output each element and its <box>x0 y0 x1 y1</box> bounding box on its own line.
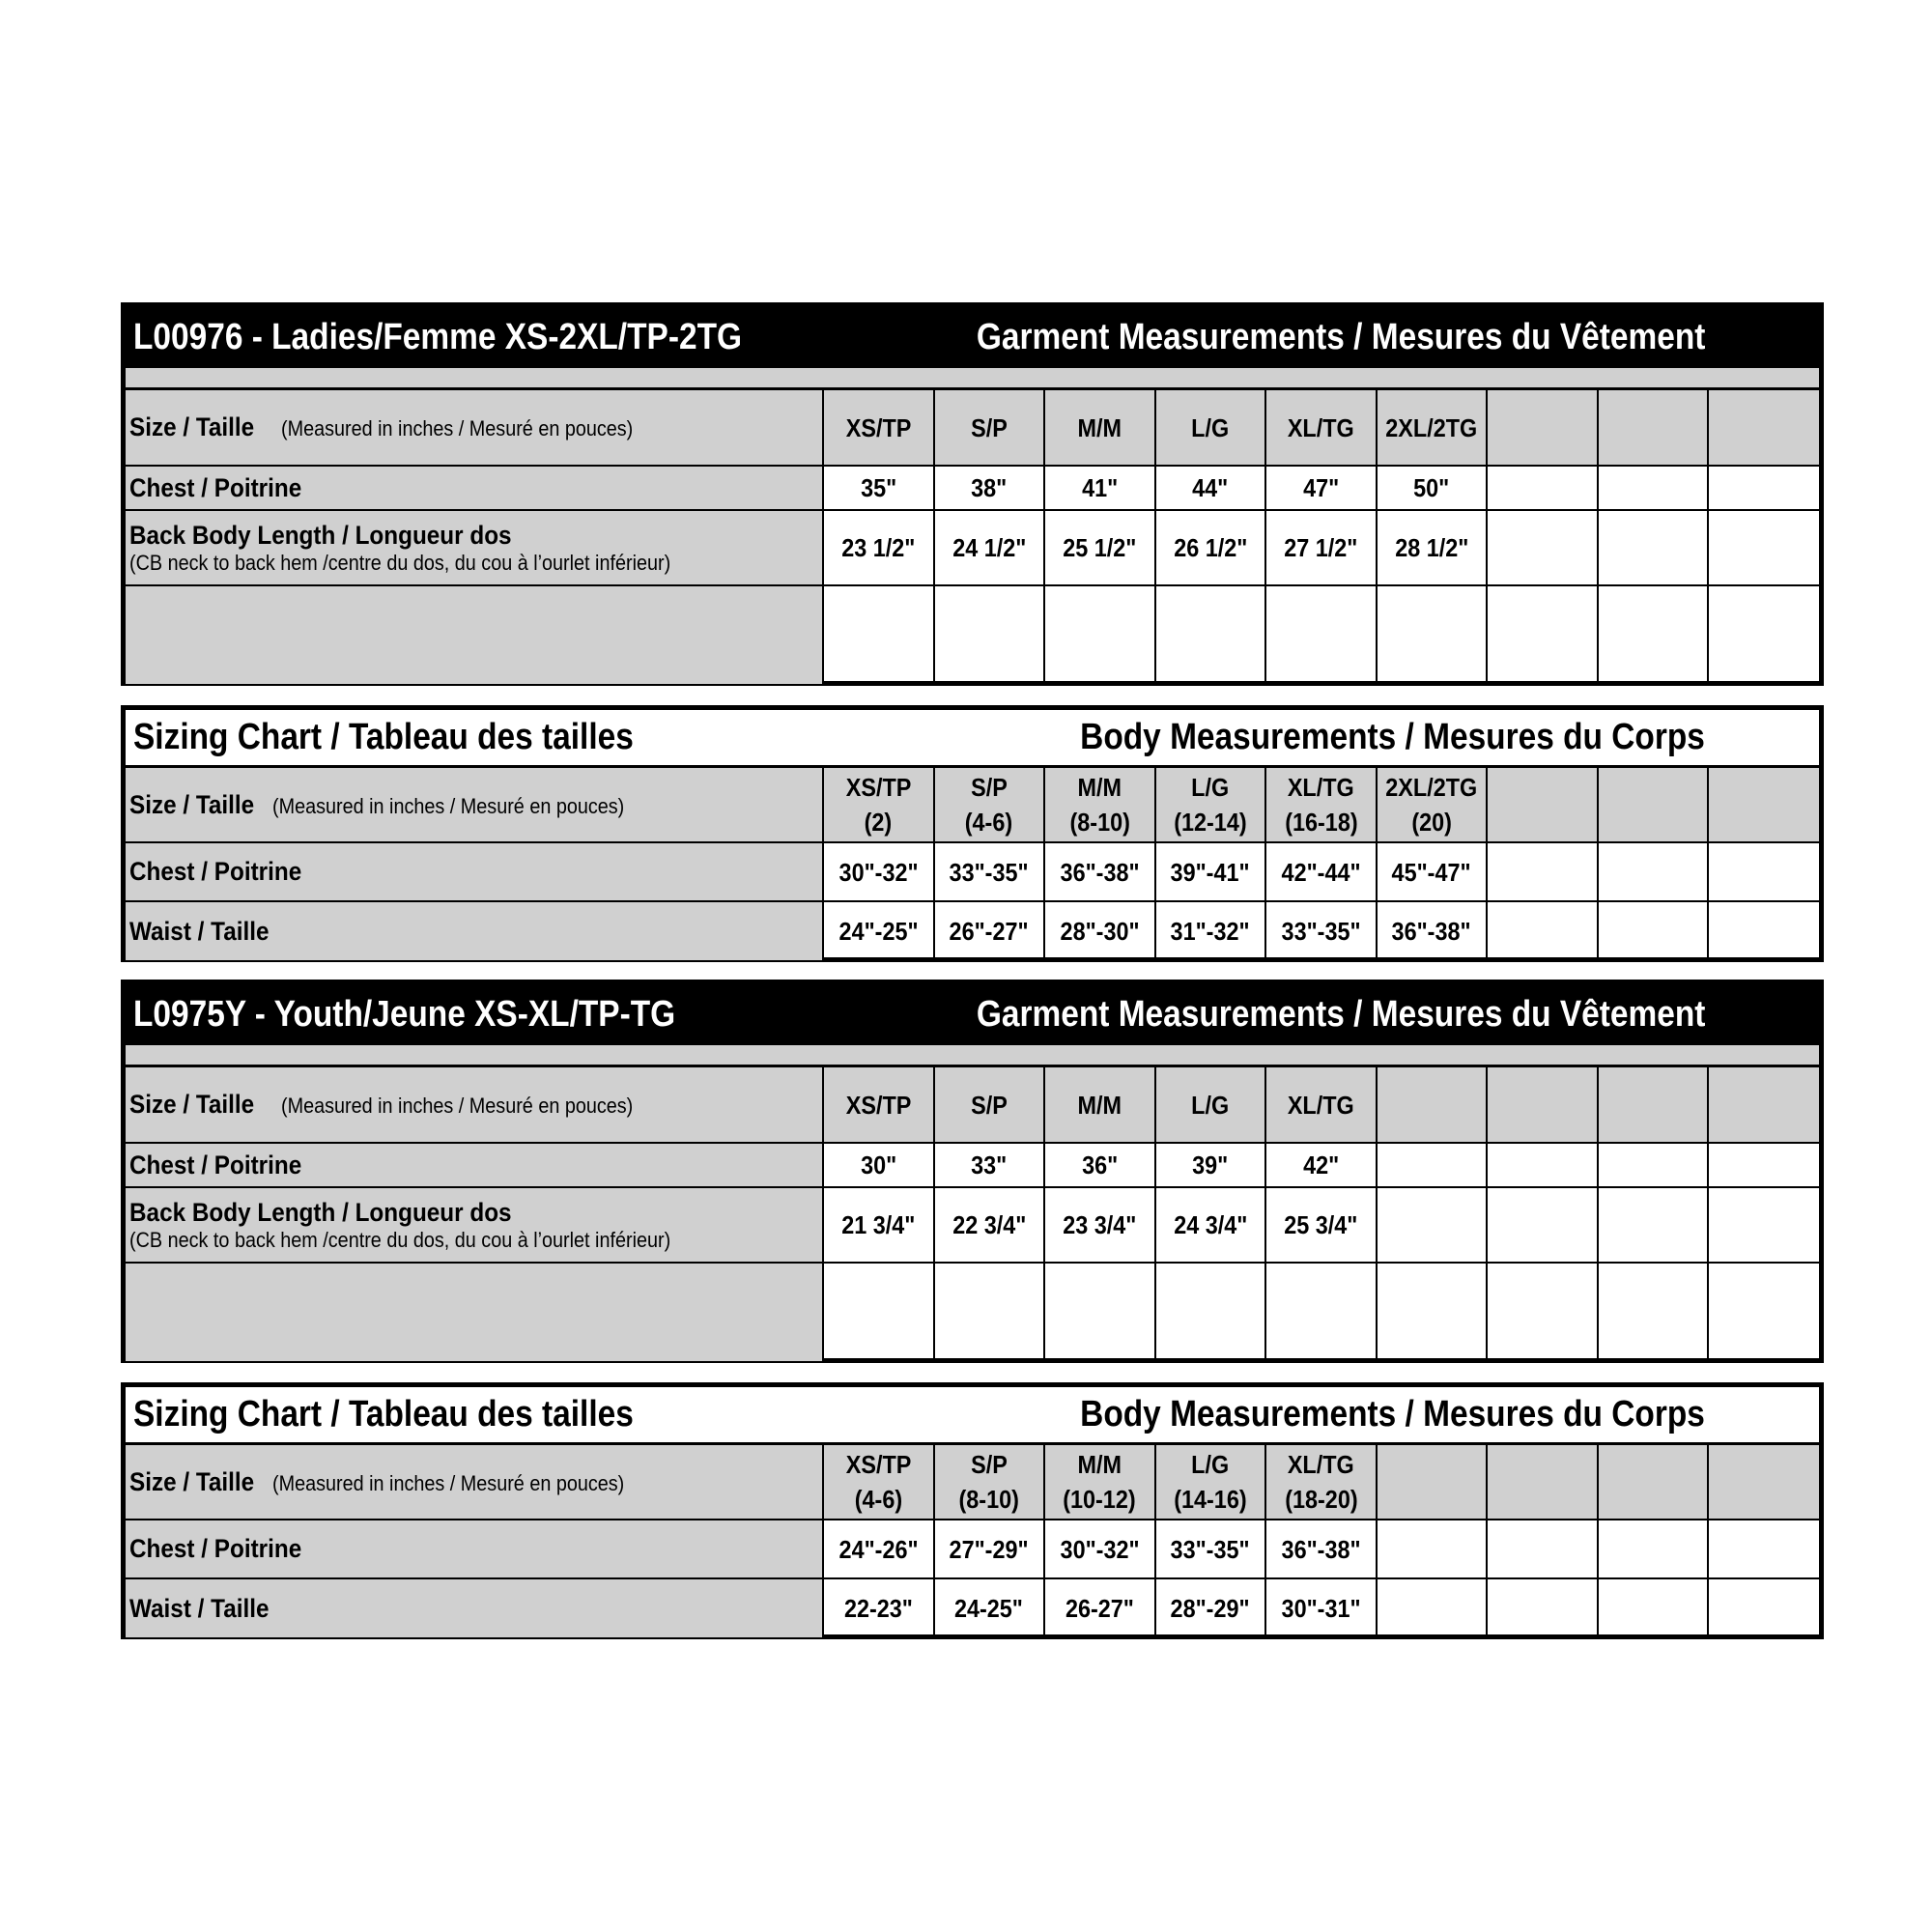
size-cell: L/G <box>1155 390 1266 466</box>
waist-cell <box>1487 1578 1598 1637</box>
chest-cell: 38" <box>934 466 1045 510</box>
chest-cell <box>1708 1143 1819 1187</box>
ladies-body-table <box>121 705 1824 962</box>
chest-cell: 39"-41" <box>1155 842 1266 901</box>
youth-body-subtitle: Body Measurements / Mesures du Corps <box>1080 1394 1705 1435</box>
size-cell: 2XL/2TG (20) <box>1377 768 1488 842</box>
chest-cell <box>1487 1143 1598 1187</box>
measurement-grid <box>126 390 1819 684</box>
size-cell: XS/TP (2) <box>823 768 934 842</box>
youth-garment-subtitle: Garment Measurements / Mesures du Vêtement <box>976 994 1705 1035</box>
empty-cell <box>1708 1263 1819 1361</box>
chest-cell: 42" <box>1265 1143 1377 1187</box>
chest-cell <box>1377 1143 1488 1187</box>
size-cell: XS/TP <box>823 1067 934 1143</box>
size-cell: XL/TG (16-18) <box>1265 768 1377 842</box>
chest-cell: 36"-38" <box>1044 842 1155 901</box>
size-cell <box>1487 768 1598 842</box>
youth-garment-header <box>126 984 1819 1045</box>
size-cell: L/G (12-14) <box>1155 768 1266 842</box>
empty-cell <box>823 585 934 684</box>
chest-row <box>126 842 1819 901</box>
chest-cell: 45"-47" <box>1377 842 1488 901</box>
waist-cell <box>1598 901 1709 960</box>
empty-cell <box>1377 585 1488 684</box>
chest-label-cell: Chest / Poitrine <box>126 1520 823 1578</box>
chest-cell <box>1598 842 1709 901</box>
waist-cell <box>1377 1578 1488 1637</box>
size-row <box>126 768 1819 842</box>
size-cell <box>1487 1067 1598 1143</box>
size-cell: S/P <box>934 1067 1045 1143</box>
back-length-cell: 28 1/2" <box>1377 510 1488 585</box>
chest-cell: 30"-32" <box>1044 1520 1155 1578</box>
back-length-cell: 27 1/2" <box>1265 510 1377 585</box>
waist-row <box>126 901 1819 960</box>
ladies-garment-subtitle: Garment Measurements / Mesures du Vêtement <box>976 317 1705 357</box>
empty-cell <box>934 585 1045 684</box>
empty-label-cell <box>126 585 823 684</box>
chest-cell <box>1487 842 1598 901</box>
size-label-cell: Size / Taille (Measured in inches / Mesuré en pouces) <box>126 1445 823 1520</box>
size-row <box>126 1445 1819 1520</box>
chest-cell <box>1598 466 1709 510</box>
back-length-label-cell: Back Body Length / Longueur dos (CB neck to back hem /centre du dos, du cou à l’ourlet inférieur) <box>126 1187 823 1263</box>
size-cell: S/P (8-10) <box>934 1445 1045 1520</box>
back-length-cell <box>1708 1187 1819 1263</box>
measurement-grid <box>126 1067 1819 1361</box>
back-length-cell: 24 1/2" <box>934 510 1045 585</box>
chest-cell: 33"-35" <box>934 842 1045 901</box>
chest-cell: 36" <box>1044 1143 1155 1187</box>
back-length-cell <box>1377 1187 1488 1263</box>
empty-cell <box>1155 1263 1266 1361</box>
size-cell <box>1708 768 1819 842</box>
chest-cell: 33" <box>934 1143 1045 1187</box>
size-cell <box>1598 768 1709 842</box>
back-length-cell <box>1487 510 1598 585</box>
size-cell: L/G <box>1155 1067 1266 1143</box>
back-length-row <box>126 1187 1819 1263</box>
size-cell: XL/TG <box>1265 390 1377 466</box>
chest-cell <box>1708 1520 1819 1578</box>
waist-cell: 24-25" <box>934 1578 1045 1637</box>
chest-cell: 24"-26" <box>823 1520 934 1578</box>
size-cell <box>1598 390 1709 466</box>
chest-row <box>126 1143 1819 1187</box>
youth-body-title: Sizing Chart / Tableau des tailles <box>133 1394 634 1435</box>
empty-row <box>126 585 1819 684</box>
back-length-cell: 23 1/2" <box>823 510 934 585</box>
waist-label-cell: Waist / Taille <box>126 1578 823 1637</box>
back-length-label-cell: Back Body Length / Longueur dos (CB neck to back hem /centre du dos, du cou à l’ourlet inférieur) <box>126 510 823 585</box>
ladies-body-header <box>126 710 1819 768</box>
chest-cell: 27"-29" <box>934 1520 1045 1578</box>
size-cell <box>1487 1445 1598 1520</box>
chest-cell: 44" <box>1155 466 1266 510</box>
chest-cell: 47" <box>1265 466 1377 510</box>
waist-cell: 22-23" <box>823 1578 934 1637</box>
size-cell: M/M <box>1044 1067 1155 1143</box>
chest-cell: 36"-38" <box>1265 1520 1377 1578</box>
chest-cell: 41" <box>1044 466 1155 510</box>
chest-label-cell: Chest / Poitrine <box>126 842 823 901</box>
empty-cell <box>1598 585 1709 684</box>
waist-cell: 28"-29" <box>1155 1578 1266 1637</box>
waist-cell: 28"-30" <box>1044 901 1155 960</box>
chest-row <box>126 1520 1819 1578</box>
size-cell: M/M (8-10) <box>1044 768 1155 842</box>
size-cell: S/P (4-6) <box>934 768 1045 842</box>
ladies-body-subtitle: Body Measurements / Mesures du Corps <box>1080 717 1705 757</box>
youth-garment-table <box>121 980 1824 1363</box>
size-cell <box>1598 1445 1709 1520</box>
back-length-cell: 26 1/2" <box>1155 510 1266 585</box>
size-cell: XL/TG (18-20) <box>1265 1445 1377 1520</box>
youth-body-header <box>126 1387 1819 1445</box>
waist-cell <box>1487 901 1598 960</box>
size-cell <box>1708 1067 1819 1143</box>
waist-cell: 26-27" <box>1044 1578 1155 1637</box>
chest-cell: 35" <box>823 466 934 510</box>
waist-cell <box>1708 1578 1819 1637</box>
size-cell <box>1598 1067 1709 1143</box>
chest-cell <box>1598 1520 1709 1578</box>
header-strip <box>126 368 1819 390</box>
size-cell: S/P <box>934 390 1045 466</box>
chest-cell <box>1487 466 1598 510</box>
back-length-cell <box>1598 510 1709 585</box>
size-cell <box>1377 1445 1488 1520</box>
size-label-cell: Size / Taille (Measured in inches / Mesuré en pouces) <box>126 390 823 466</box>
empty-cell <box>1044 1263 1155 1361</box>
back-length-cell: 25 3/4" <box>1265 1187 1377 1263</box>
chest-cell <box>1377 1520 1488 1578</box>
back-length-cell: 23 3/4" <box>1044 1187 1155 1263</box>
back-length-cell: 21 3/4" <box>823 1187 934 1263</box>
measurement-grid <box>126 768 1819 960</box>
header-strip <box>126 1045 1819 1067</box>
chest-cell: 39" <box>1155 1143 1266 1187</box>
back-length-cell <box>1708 510 1819 585</box>
size-label-cell: Size / Taille (Measured in inches / Mesuré en pouces) <box>126 1067 823 1143</box>
waist-row <box>126 1578 1819 1637</box>
waist-cell <box>1598 1578 1709 1637</box>
chest-label-cell: Chest / Poitrine <box>126 1143 823 1187</box>
empty-cell <box>934 1263 1045 1361</box>
youth-body-table <box>121 1382 1824 1639</box>
ladies-garment-header <box>126 307 1819 368</box>
ladies-body-title: Sizing Chart / Tableau des tailles <box>133 717 634 757</box>
chest-cell <box>1708 842 1819 901</box>
waist-label-cell: Waist / Taille <box>126 901 823 960</box>
waist-cell: 30"-31" <box>1265 1578 1377 1637</box>
empty-cell <box>1487 1263 1598 1361</box>
waist-cell: 33"-35" <box>1265 901 1377 960</box>
size-row <box>126 1067 1819 1143</box>
empty-cell <box>1155 585 1266 684</box>
waist-cell: 26"-27" <box>934 901 1045 960</box>
empty-cell <box>1044 585 1155 684</box>
size-cell: XS/TP <box>823 390 934 466</box>
measurement-grid <box>126 1445 1819 1637</box>
waist-cell: 24"-25" <box>823 901 934 960</box>
empty-label-cell <box>126 1263 823 1361</box>
chest-cell: 33"-35" <box>1155 1520 1266 1578</box>
chest-row <box>126 466 1819 510</box>
empty-cell <box>1487 585 1598 684</box>
chest-cell: 30" <box>823 1143 934 1187</box>
size-cell <box>1487 390 1598 466</box>
size-cell: XS/TP (4-6) <box>823 1445 934 1520</box>
size-cell <box>1708 390 1819 466</box>
back-length-cell: 22 3/4" <box>934 1187 1045 1263</box>
chest-cell <box>1708 466 1819 510</box>
size-cell <box>1377 1067 1488 1143</box>
ladies-garment-table <box>121 302 1824 686</box>
size-cell <box>1708 1445 1819 1520</box>
empty-cell <box>1708 585 1819 684</box>
size-cell: M/M <box>1044 390 1155 466</box>
waist-cell: 36"-38" <box>1377 901 1488 960</box>
size-label-cell: Size / Taille (Measured in inches / Mesuré en pouces) <box>126 768 823 842</box>
chest-cell <box>1487 1520 1598 1578</box>
back-length-cell <box>1487 1187 1598 1263</box>
waist-cell <box>1708 901 1819 960</box>
back-length-cell <box>1598 1187 1709 1263</box>
ladies-garment-title: L00976 - Ladies/Femme XS-2XL/TP-2TG <box>133 317 743 357</box>
chest-cell <box>1598 1143 1709 1187</box>
waist-cell: 31"-32" <box>1155 901 1266 960</box>
size-cell: L/G (14-16) <box>1155 1445 1266 1520</box>
chest-cell: 50" <box>1377 466 1488 510</box>
size-cell: XL/TG <box>1265 1067 1377 1143</box>
back-length-cell: 24 3/4" <box>1155 1187 1266 1263</box>
empty-cell <box>1265 1263 1377 1361</box>
size-cell: M/M (10-12) <box>1044 1445 1155 1520</box>
empty-cell <box>1377 1263 1488 1361</box>
back-length-cell: 25 1/2" <box>1044 510 1155 585</box>
size-row <box>126 390 1819 466</box>
chest-cell: 30"-32" <box>823 842 934 901</box>
youth-garment-title: L0975Y - Youth/Jeune XS-XL/TP-TG <box>133 994 676 1035</box>
empty-row <box>126 1263 1819 1361</box>
back-length-row <box>126 510 1819 585</box>
empty-cell <box>1598 1263 1709 1361</box>
empty-cell <box>823 1263 934 1361</box>
chest-label-cell: Chest / Poitrine <box>126 466 823 510</box>
chest-cell: 42"-44" <box>1265 842 1377 901</box>
empty-cell <box>1265 585 1377 684</box>
size-cell: 2XL/2TG <box>1377 390 1488 466</box>
